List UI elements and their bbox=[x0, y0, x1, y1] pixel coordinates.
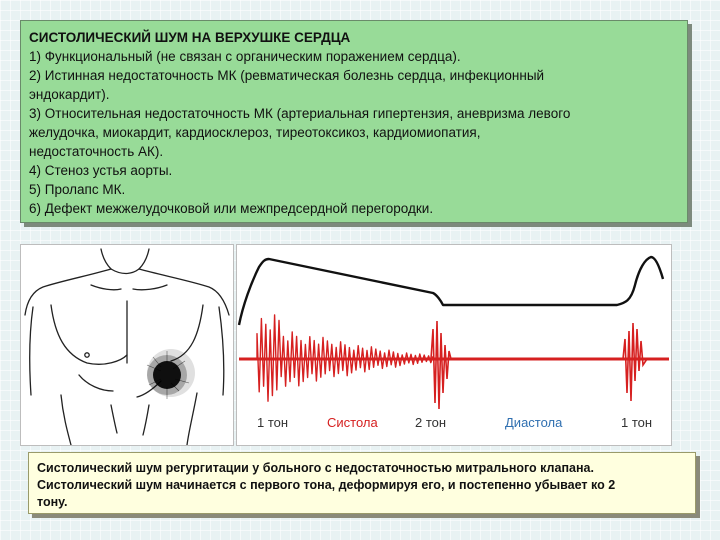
tone1-right-label: 1 тон bbox=[621, 415, 653, 430]
first-tone-right-signal bbox=[623, 323, 647, 401]
list-item: желудочка, миокардит, кардиосклероз, тиреотоксикоз, кардиомиопатия, bbox=[29, 125, 481, 140]
tone1-left-label: 1 тон bbox=[257, 415, 289, 430]
second-tone-signal bbox=[431, 321, 451, 409]
box-title: СИСТОЛИЧЕСКИЙ ШУМ НА ВЕРХУШКЕ СЕРДЦА bbox=[29, 30, 351, 45]
caption-line: тону. bbox=[37, 495, 68, 509]
list-item: 4) Стеноз устья аорты. bbox=[29, 163, 173, 178]
list-item: 6) Дефект межжелудочковой или межпредсердной перегородки. bbox=[29, 201, 434, 216]
list-item: 3) Относительная недостаточность МК (артериальная гипертензия, аневризма левого bbox=[29, 106, 571, 121]
list-item: недостаточность АК). bbox=[29, 144, 164, 159]
caption-line: Систолический шум начинается с первого тона, деформируя его, и постепенно убывает ко 2 bbox=[37, 478, 616, 492]
phonocardiogram-panel bbox=[236, 244, 672, 446]
list-item: 1) Функциональный (не связан с органическим поражением сердца). bbox=[29, 49, 461, 64]
systole-label: Систола bbox=[327, 415, 378, 430]
tone2-label: 2 тон bbox=[415, 415, 447, 430]
caption-line: Систолический шум регургитации у больного с недостаточностью митрального клапана. bbox=[37, 461, 594, 475]
list-item: 5) Пролапс МК. bbox=[29, 182, 126, 197]
classification-box bbox=[20, 20, 688, 223]
phonocardiogram bbox=[237, 245, 671, 445]
torso-illustration bbox=[21, 245, 233, 445]
torso-illustration-panel bbox=[20, 244, 234, 446]
murmur-zone-mark bbox=[147, 349, 195, 399]
caption-box bbox=[28, 452, 696, 514]
diastole-label: Диастола bbox=[505, 415, 563, 430]
list-item: эндокардит). bbox=[29, 87, 110, 102]
list-item: 2) Истинная недостаточность МК (ревматическая болезнь сердца, инфекционный bbox=[29, 68, 545, 83]
pressure-curve bbox=[239, 257, 663, 325]
